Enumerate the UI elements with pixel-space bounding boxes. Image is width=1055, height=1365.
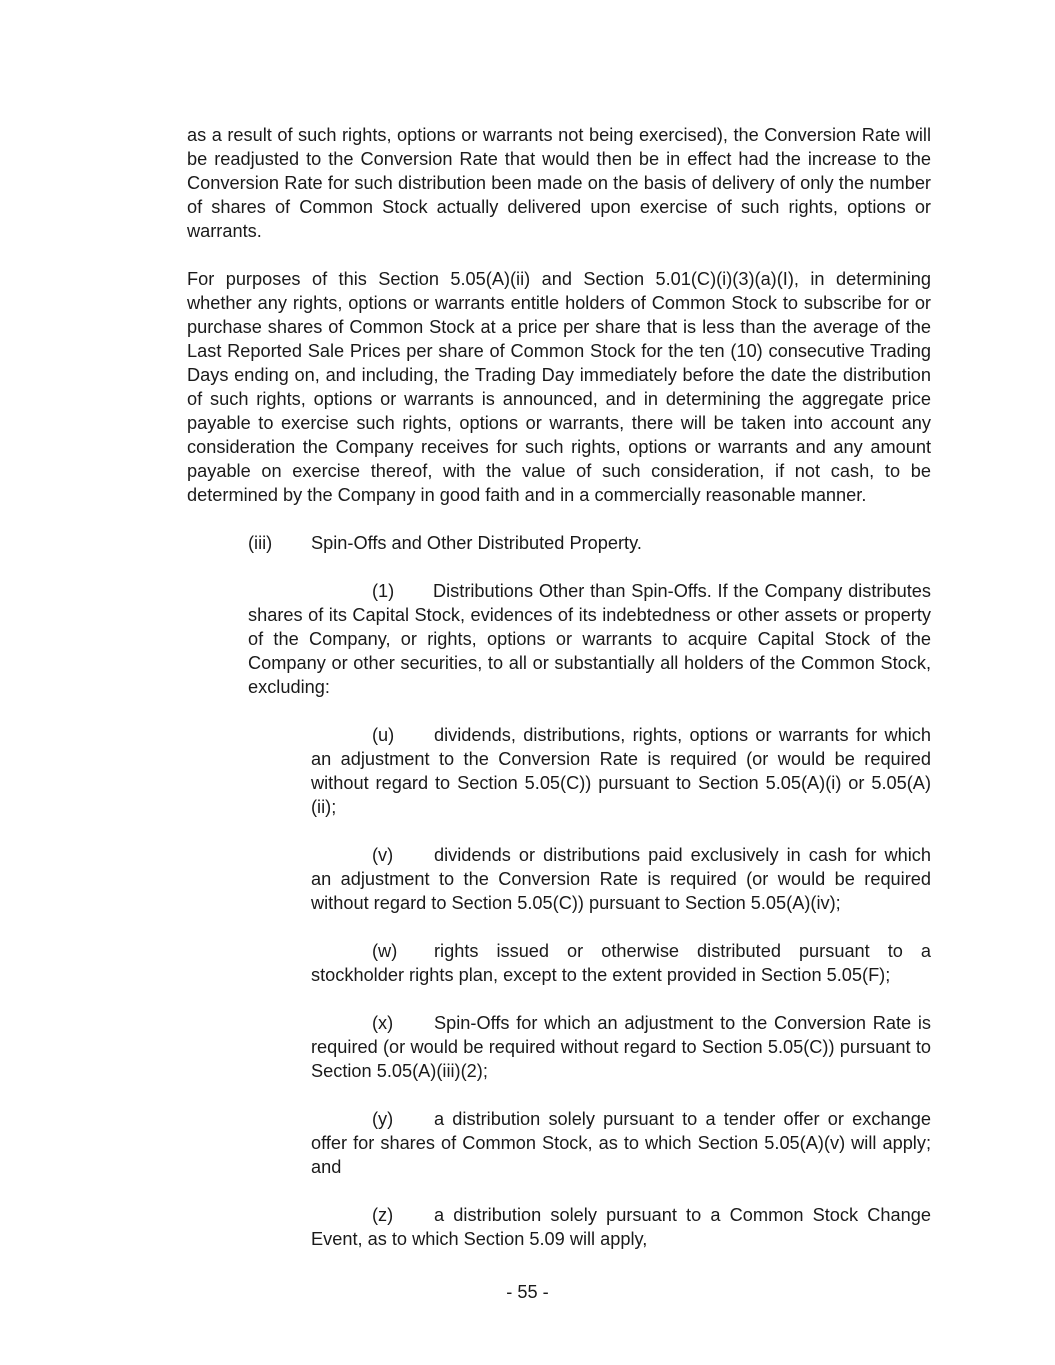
list-item-number: (v) — [372, 845, 394, 865]
list-item-y — [311, 1107, 931, 1179]
list-item-text: Spin-Offs for which an adjustment to the Conversion Rate is required (or would be required without regard to Section 5.05(C)) pursuant to Section 5.05(A)(iii)(2); — [311, 1013, 931, 1081]
subsection-1-text: Distributions Other than Spin-Offs. If the Company distributes shares of its Capital Stock, evidences of its indebtedness or other assets or property of the Company, or rights, options or warrants to acquire Capital Stock of the Company or other securities, to all or substantially all holders of the Common Stock, excluding: — [248, 581, 931, 697]
list-item-x — [311, 1011, 931, 1083]
list-item-u — [311, 723, 931, 819]
list-item-number: (x) — [372, 1013, 394, 1033]
subsection-1-number: (1) — [372, 581, 395, 601]
list-item-v — [311, 843, 931, 915]
list-item-text: dividends or distributions paid exclusively in cash for which an adjustment to the Conversion Rate is required (or would be required without regard to Section 5.05(C)) pursuant to Section 5.05(A)(iv); — [311, 845, 931, 913]
document-page — [187, 123, 931, 1251]
list-item-text: rights issued or otherwise distributed pursuant to a stockholder rights plan, except to the extent provided in Section 5.05(F); — [311, 941, 931, 985]
section-heading — [248, 531, 931, 555]
list-item-text: a distribution solely pursuant to a Common Stock Change Event, as to which Section 5.09 will apply, — [311, 1205, 931, 1249]
list-item-z — [311, 1203, 931, 1251]
list-item-w — [311, 939, 931, 987]
paragraph-continuation: as a result of such rights, options or warrants not being exercised), the Conversion Rate will be readjusted to the Conversion Rate that would then be in effect had the increase to the Conversion Rate for such distribution been made on the basis of delivery of only the number of shares of Common Stock actually delivered upon exercise of such rights, options or warrants. — [187, 125, 931, 241]
subsection-1 — [248, 579, 931, 699]
list-item-number: (y) — [372, 1109, 394, 1129]
section-heading-number: (iii) — [248, 533, 273, 553]
paragraph-purposes: For purposes of this Section 5.05(A)(ii) and Section 5.01(C)(i)(3)(a)(I), in determining whether any rights, options or warrants entitle holders of Common Stock to subscribe for or purchase shares of Common Stock at a price per share that is less than the average of the Last Reported Sale Prices per share of Common Stock for the ten (10) consecutive Trading Days ending on, and including, the Trading Day immediately before the date the distribution of such rights, options or warrants is announced, and in determining the aggregate price payable to exercise such rights, options or warrants, there will be taken into account any consideration the Company receives for such rights, options or warrants and any amount payable on exercise thereof, with the value of such consideration, if not cash, to be determined by the Company in good faith and in a commercially reasonable manner. — [187, 269, 931, 505]
section-heading-title: Spin-Offs and Other Distributed Property. — [311, 533, 642, 553]
list-item-text: dividends, distributions, rights, options or warrants for which an adjustment to the Conversion Rate is required (or would be required without regard to Section 5.05(C)) pursuant to Section 5.05(A)(i) or 5.05(A)(ii); — [311, 725, 931, 817]
list-item-number: (z) — [372, 1205, 394, 1225]
list-item-text: a distribution solely pursuant to a tender offer or exchange offer for shares of Common Stock, as to which Section 5.05(A)(v) will apply; and — [311, 1109, 931, 1177]
page-number: - 55 - — [506, 1282, 549, 1302]
list-item-number: (w) — [372, 941, 398, 961]
list-item-number: (u) — [372, 725, 395, 745]
